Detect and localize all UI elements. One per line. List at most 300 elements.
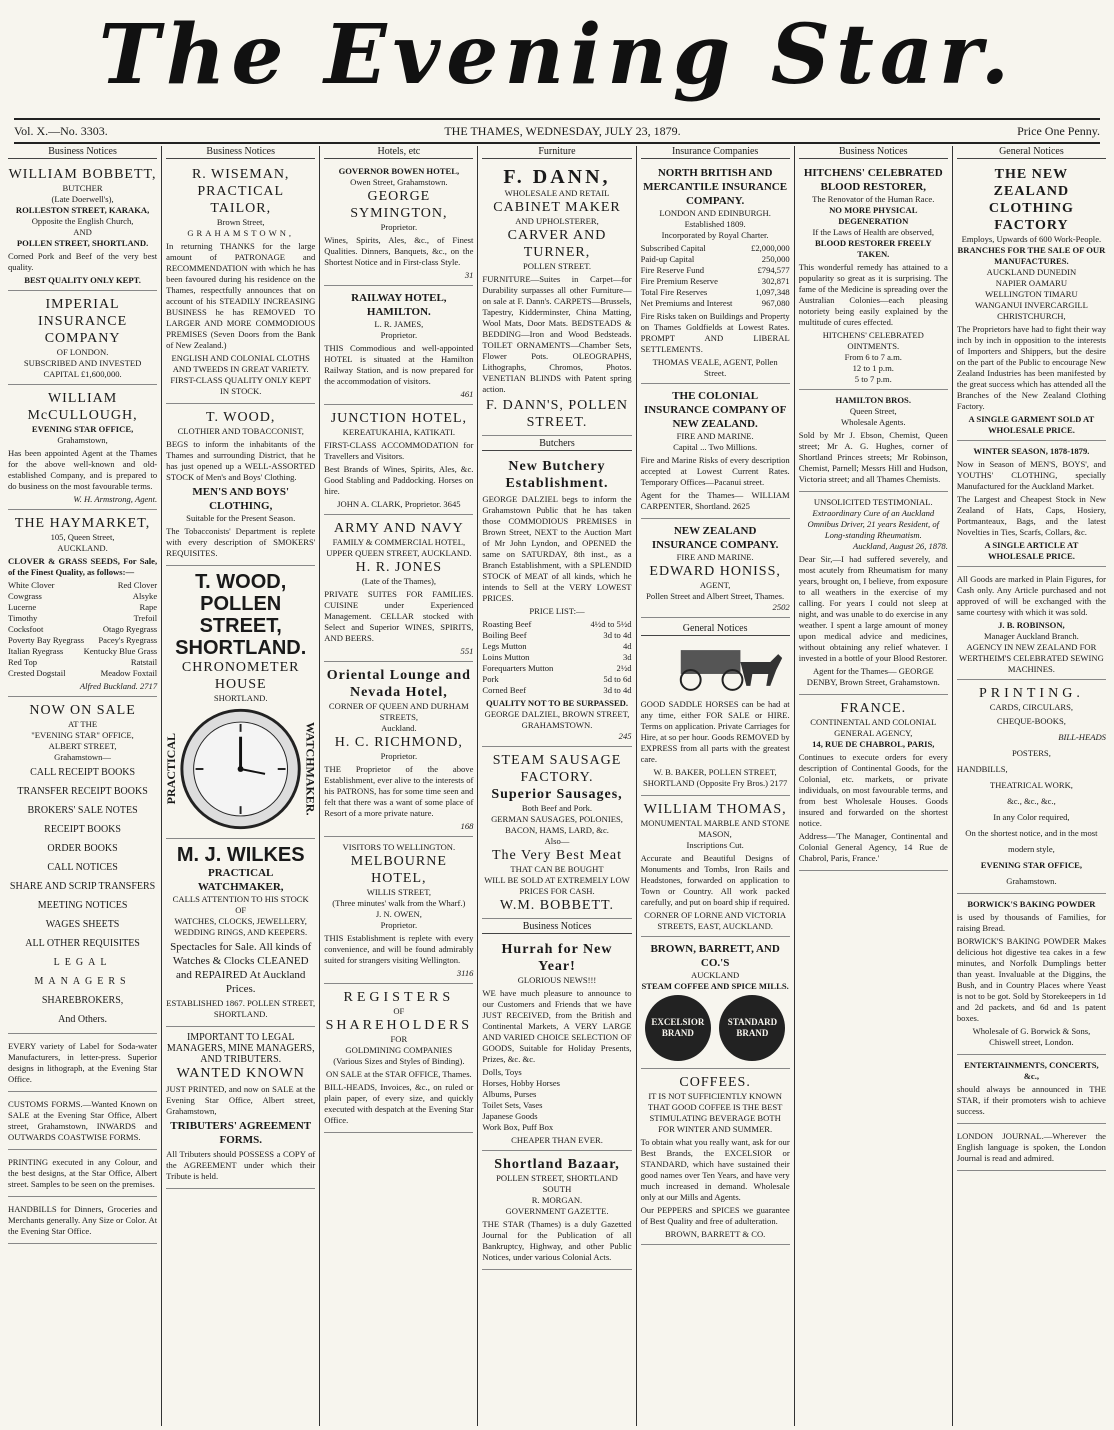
advert-entertainments	[957, 1057, 1106, 1124]
advert-line: (Late of the Thames),	[361, 576, 436, 586]
advert-line: ROLLESTON STREET, KARAKA,	[15, 205, 150, 215]
list-item: Roasting Beef 4½d to 5½d	[482, 619, 632, 629]
advert-line: Opposite the English Church,	[31, 216, 134, 226]
advert-title: T. WOOD,	[206, 410, 276, 425]
advert-footer: BILL-HEADS, Invoices, &c., on ruled or plain paper, of every size, and quickly executed with despatch at the Evening Star Office.	[324, 1082, 474, 1125]
advert-line: BRANCHES FOR THE SALE OF OUR MANUFACTURES.	[957, 245, 1106, 266]
emblem-label: PRACTICAL	[164, 733, 179, 805]
advert-title: THE HAYMARKET,	[14, 516, 151, 531]
advert-title: VISITORS TO WELLINGTON.	[342, 842, 456, 852]
list-item: Paid-up Capital 250,000	[640, 254, 790, 264]
advert-line: GRAHAMSTOWN,	[187, 228, 295, 238]
list-item: MEETING NOTICES	[37, 900, 128, 911]
advert-new-year	[482, 938, 631, 1151]
list-item: Fire Reserve Fund £794,577	[640, 265, 790, 275]
advert-hitchens	[799, 163, 948, 390]
advert-line: Grahamstown.	[1006, 876, 1057, 886]
column-heading: Business Notices	[799, 146, 948, 159]
advert-line: H. R. JONES	[355, 560, 443, 575]
advert-line: Brown Street,	[216, 217, 265, 227]
advert-subtitle: L. R. JAMES,	[374, 319, 424, 329]
advert-line: NAPIER OAMARU	[995, 278, 1068, 288]
advert-title: F. DANN,	[503, 166, 611, 188]
advert-footer: W. H. Armstrong, Agent.	[73, 494, 158, 504]
advert-line: GOLDMINING COMPANIES	[345, 1045, 453, 1055]
advert-body: ON SALE at the STAR OFFICE, Thames.	[325, 1069, 472, 1079]
advert-line: EDWARD HONISS,	[649, 564, 781, 579]
list-item: Lucerne Rape	[8, 602, 158, 612]
advert-line: MEN'S AND BOYS' CLOTHING,	[192, 486, 289, 512]
advert-haymarket	[8, 512, 157, 697]
advert-small	[8, 1094, 157, 1150]
advert-subtitle: should always be announced in THE STAR, if their promoters wish to achieve success.	[956, 1084, 1106, 1116]
advert-body: PRINTING executed in any Colour, and the best designs, at the Star Office, Albert street. Samples to be seen on the premises.	[8, 1157, 158, 1189]
advert-line: H. C. RICHMOND,	[334, 735, 463, 750]
advert-line: THEATRICAL WORK,	[989, 780, 1073, 790]
advert-title: PRINTING.	[978, 686, 1084, 701]
advert-footer: F. DANN'S, POLLEN STREET.	[485, 398, 629, 430]
list-item: ALL OTHER REQUISITES	[25, 938, 140, 949]
advert-body: Has been appointed Agent at the Thames for the above well-known and old-established Company, and is prepared to do business on the most favourable terms.	[8, 448, 158, 491]
advert-title: IMPERIAL INSURANCE COMPANY	[38, 297, 128, 346]
advert-line: Grahamstown,	[57, 435, 108, 445]
advert-footer: Wholesale of G. Borwick & Sons, Chiswell street, London.	[972, 1026, 1091, 1047]
advert-imperial	[8, 293, 157, 385]
advert-subtitle: PRACTICAL TAILOR,	[197, 184, 285, 216]
advert-subtitle: is used by thousands of Families, for raising Bread.	[956, 912, 1106, 933]
advert-nz-insurance	[641, 521, 790, 618]
advert-footer: 3116	[456, 968, 474, 978]
advert-body: This wonderful remedy has attained to a popularity so great as it is surprising. The fame of the Medicine is spreading over the Australian Colonies—each pleasing notoriety being easily explained by the multitude of cures effected.	[798, 262, 948, 327]
list-item: Net Premiums and Interest 967,080	[640, 298, 790, 308]
list-item: ORDER BOOKS	[47, 843, 118, 854]
list-item: Timothy Trefoil	[8, 613, 158, 623]
advert-line: CALLS ATTENTION TO HIS STOCK OF	[172, 894, 309, 915]
advert-address: GEORGE DALZIEL, BROWN STREET, GRAHAMSTOWN.	[484, 709, 630, 730]
advert-line: Established 1809.	[684, 219, 746, 229]
advert-line: Also—	[544, 836, 570, 846]
advert-line: The Very Best Meat	[491, 848, 623, 863]
advert-body: THIS Establishment is replete with every convenience, and will be found admirably suited for strangers visiting Wellington.	[324, 933, 474, 965]
advert-subtitle: POLLEN STREET, SHORTLAND SOUTH	[496, 1173, 618, 1194]
advert-line: Wholesale Agents.	[841, 417, 906, 427]
advert-subtitle: CORNER OF QUEEN AND DURHAM STREETS,	[328, 701, 469, 722]
advert-line: CHEQUE-BOOKS,	[996, 716, 1066, 726]
advert-footer: W. B. BAKER, POLLEN STREET, SHORTLAND (Opposite Fry Bros.) 2177	[642, 767, 788, 788]
advert-subtitle: WANTED KNOWN	[176, 1066, 305, 1081]
advert-body: Sold by Mr J. Ebson, Chemist, Queen street; Mr A. G. Hughes, corner of Shortland Princes streets; Mr Robinson, Chemist, Parnell; Messrs Hill and Hudson, Victoria street; and all Thames Chemists.	[798, 430, 948, 484]
advert-line: R. MORGAN.	[531, 1195, 583, 1205]
advert-line: Capital ... Two Millions.	[673, 442, 758, 452]
list-item: Work Box, Puff Box	[482, 1122, 554, 1132]
advert-subtitle: CLOTHIER AND TOBACCONIST,	[177, 426, 304, 436]
advert-subtitle: WHOLESALE AND RETAIL	[504, 188, 610, 198]
list-item: Crested Dogstail Meadow Foxtail	[8, 668, 158, 678]
advert-body: GOOD SADDLE HORSES can be had at any time, either FOR SALE or HIRE. Terms on application. Private Carriages for Hire, at so per hour. Goods REMOVED by EXPRESS from all parts with the greatest care.	[640, 699, 790, 764]
column-heading: Business Notices	[166, 146, 315, 159]
column-2	[162, 146, 320, 1426]
advert-subtitle: Superior Sausages,	[491, 787, 623, 802]
advert-body: THE Proprietor of the above Establishment, ever alive to the interests of his PATRONS, has for some time seen and felt that there was a want of some place of Resort of a more private nature.	[324, 764, 474, 818]
masthead	[0, 0, 1114, 118]
advert-footer: CORNER OF LORNE AND VICTORIA STREETS, EAST, AUCKLAND.	[644, 910, 787, 931]
list-item: Pork 5d to 6d	[482, 674, 632, 684]
advert-printing	[957, 682, 1106, 894]
list-item: Horses, Hobby Horses	[482, 1078, 560, 1088]
advert-subtitle: Owen Street, Grahamstown.	[350, 177, 448, 187]
advert-footer: 551	[460, 646, 474, 656]
advert-line: 14, RUE DE CHABROL, PARIS,	[812, 739, 935, 749]
advert-line: NO MORE PHYSICAL DEGENERATION	[829, 205, 918, 226]
advert-footer: A SINGLE GARMENT SOLD AT WHOLESALE PRICE.	[968, 414, 1095, 435]
advert-subtitle: 105, Queen Street,	[50, 532, 115, 542]
advert-subtitle: CARDS, CIRCULARS,	[989, 702, 1074, 712]
list-item: Boiling Beef 3d to 4d	[482, 630, 632, 640]
advert-footer: BEST QUALITY ONLY KEPT.	[24, 275, 141, 285]
advert-title: NORTH BRITISH AND MERCANTILE INSURANCE COMPANY.	[643, 167, 788, 207]
list-item: LEGAL MANAGERS	[34, 957, 131, 987]
advert-footer: ENGLISH AND COLONIAL CLOTHS AND TWEEDS IN GREAT VARIETY. FIRST-CLASS QUALITY ONLY KEPT IN STOCK.	[170, 353, 312, 396]
advert-body: The Proprietors have had to fight their way inch by inch in opposition to the interests of Importers and Shippers, but the desire on the part of the Public to encourage New Zealand Industries has been manifested by the great success which has attended all the Branches of the New Zealand Clothing Factory.	[956, 324, 1106, 411]
advert-footer: 31	[464, 270, 474, 280]
price-list	[482, 619, 631, 696]
dateline-bar	[14, 118, 1100, 144]
advert-line: Auckland.	[381, 723, 417, 733]
advert-borwick	[957, 896, 1106, 1055]
advert-line: CABINET MAKER	[493, 200, 621, 215]
advert-baker	[641, 620, 790, 796]
advert-line: Proprietor.	[380, 330, 418, 340]
advert-line: POLLEN STREET.	[522, 261, 592, 271]
column-heading: Insurance Companies	[641, 146, 790, 159]
list-item: Total Fire Reserves 1,097,348	[640, 287, 790, 297]
advert-title: R. WISEMAN,	[191, 167, 290, 182]
list-item: RECEIPT BOOKS	[44, 824, 121, 835]
newspaper-title: The Evening Star.	[98, 7, 1016, 103]
advert-line: Auckland, August 26, 1878.	[853, 541, 948, 551]
column-heading: Hotels, etc	[324, 146, 473, 159]
advert-body: THIS Commodious and well-appointed HOTEL is situated at the Hamilton Railway Station, and is now prepared for the accommodation of visitors.	[324, 343, 474, 386]
advert-title: UNSOLICITED TESTIMONIAL.	[813, 497, 933, 507]
column-heading: Business Notices	[482, 921, 631, 934]
advert-line: SUBSCRIBED AND INVESTED	[23, 358, 142, 368]
advert-line: Grahamstown—	[54, 752, 111, 762]
advert-number: 245	[618, 731, 632, 741]
advert-body: Dear Sir,—I had suffered severely, and most acutely from Rheumatism for many years, brought on, I believe, from exposure to all weathers in the exercise of my calling. For years I could not sleep at night, and was unable to do exercise in any weather. I spent a large amount of money upon medical advice and medicines, without obtaining any relief whatever. I invested in a bottle of your Blood Restorer.	[798, 554, 948, 663]
list-item: Dolls, Toys	[482, 1067, 522, 1077]
list-item: SHAREBROKERS,	[41, 995, 124, 1006]
advert-subtitle: FIRE AND MARINE.	[676, 552, 754, 562]
columns	[4, 146, 1110, 1426]
list-item: Albums, Purses	[482, 1089, 537, 1099]
advert-line: In any Color required,	[993, 812, 1070, 822]
list-item: SHARE AND SCRIP TRANSFERS	[9, 881, 156, 892]
advert-body: Spectacles for Sale. All kinds of Watches & Clocks CLEANED and REPAIRED At Auckland Prices.	[170, 941, 312, 995]
advert-footer: Agent for the Thames— GEORGE DENBY, Brown Street, Grahamstown.	[806, 666, 940, 687]
advert-subtitle: FIRE AND MARINE.	[676, 431, 754, 441]
advert-small	[8, 1199, 157, 1244]
advert-line: "EVENING STAR" OFFICE,	[31, 730, 134, 740]
advert-body: Accurate and Beautiful Designs of Monuments and Tombs, Iron Rails and Headstones, forwarded on application to Town or Country. All work packed carefully, and put on board ship if required.	[640, 853, 790, 907]
advert-footer: JOHN A. CLARK, Proprietor. 3645	[337, 499, 461, 509]
advert-footer: Our PEPPERS and SPICES we guarantee of Best Quality and free of adulteration.	[640, 1205, 790, 1226]
advert-footer: QUALITY NOT TO BE SURPASSED.	[485, 698, 629, 708]
emblem-label: WATCHMAKER.	[303, 722, 318, 816]
advert-title: STEAM SAUSAGE FACTORY.	[492, 753, 622, 785]
advert-title: NEW ZEALAND INSURANCE COMPANY.	[651, 525, 779, 551]
advert-line: Both Beef and Pork.	[521, 803, 593, 813]
advert-footer: CHEAPER THAN EVER.	[511, 1135, 603, 1145]
advert-line: IT IS NOT SUFFICIENTLY KNOWN THAT GOOD COFFEE IS THE BEST STIMULATING BEVERAGE BOTH FOR WINTER AND SUMMER.	[647, 1091, 783, 1134]
advert-title: FRANCE.	[840, 701, 907, 716]
list-item: Italian Ryegrass Kentucky Blue Grass	[8, 646, 158, 656]
advert-line: SHORTLAND.	[213, 693, 268, 703]
advert-line: Proprietor.	[380, 751, 418, 761]
advert-line: PRICES FOR CASH.	[519, 886, 595, 896]
advert-line: Pollen Street and Albert Street, Thames.	[646, 591, 785, 601]
list-item: Fire Premium Reserve 302,871	[640, 276, 790, 286]
advert-line: TRIBUTERS' AGREEMENT FORMS.	[170, 1120, 312, 1146]
list-item: Toilet Sets, Vases	[482, 1100, 543, 1110]
advert-line: Incorporated by Royal Charter.	[661, 230, 769, 240]
advert-line: SHAREHOLDERS	[325, 1018, 473, 1033]
advert-footer: W.M. BOBBETT.	[499, 898, 615, 913]
advert-mccullough	[8, 387, 157, 510]
list-item: White Clover Red Clover	[8, 580, 158, 590]
advert-footer: All Tributers should POSSESS a COPY of the AGREEMENT under which their Tribute is held.	[166, 1149, 316, 1181]
advert-subtitle: EVENING STAR OFFICE,	[31, 424, 134, 434]
advert-line: WILLIS STREET,	[366, 887, 431, 897]
advert-line: CHRISTCHURCH,	[997, 311, 1066, 321]
advert-coffees	[641, 1071, 790, 1245]
advert-subtitle: The Renovator of the Human Race.	[812, 194, 935, 204]
advert-subtitle: AT THE	[68, 719, 98, 729]
advert-hamilton-bros	[799, 392, 948, 492]
advert-line: AND UPHOLSTERER,	[515, 216, 599, 226]
advert-line: Suitable for the Present Season.	[186, 513, 296, 523]
advert-body: FURNITURE—Suites in Carpet—for Durability surpasses all other Furniture—on sale at F. Dann's. CARPETS—Brussels, Tapestry, Kidderminster, China Matting, Wool Mats, Door Mats. BEDSTEADS & BEDDING—Iron and Wood Bedsteads. TOILET ORNAMENTS—Chamber Sets, Flower Pots. OLEOGRAPHS, Lithographs, Chromos, Photos. VENETIAN BLINDS with Patent spring action.	[482, 274, 632, 394]
advert-line: BILL-HEADS	[1058, 732, 1106, 742]
column-5	[637, 146, 795, 1426]
advert-body: In returning THANKS for the large amount of PATRONAGE and RECOMMENDATION with which he has been favoured during his residence on the Thames, respectfully announces that on account of his STEADILY INCREASING BUSINESS he has REMOVED TO LARGER AND MORE COMMODIOUS PREMISES (Seven Doors from the Bank of New Zealand.)	[166, 241, 316, 350]
advert-title: J. B. ROBINSON,	[998, 620, 1065, 630]
advert-line: WANGANUI INVERCARGILL	[974, 300, 1088, 310]
advert-line: GEORGE SYMINGTON,	[350, 189, 448, 221]
advert-line: STEAM COFFEE AND SPICE MILLS.	[641, 981, 789, 991]
list-item: Poverty Bay Ryegrass Pacey's Ryegrass	[8, 635, 158, 645]
advert-line: &c., &c., &c.,	[1007, 796, 1056, 806]
advert-footer: The Tobacconists' Department is replete with every description of SMOKERS' REQUISITES.	[166, 526, 316, 558]
advert-line: WILL BE SOLD AT EXTREMELY LOW	[484, 875, 630, 885]
advert-dann	[482, 163, 631, 436]
advert-title: ENTERTAINMENTS, CONCERTS, &c.,	[964, 1060, 1099, 1081]
advert-subtitle: KEREATUKAHIA, KATIKATI.	[342, 427, 456, 437]
advert-body: Fire Risks taken on Buildings and Property on Thames Goldfields at Lowest Rates. PROMPT AND LIBERAL SETTLEMENTS.	[640, 311, 790, 354]
column-4	[478, 146, 636, 1426]
advert-title: BROWN, BARRETT, AND CO.'S	[650, 943, 780, 969]
advert-line: Proprietor.	[380, 920, 418, 930]
excelsior-brand-stamp: EXCELSIOR BRAND	[645, 995, 711, 1061]
list-item: CALL NOTICES	[47, 862, 118, 873]
advert-line: BACON, HAMS, LARD, &c.	[505, 825, 609, 835]
advert-subtitle: AUCKLAND	[691, 970, 740, 980]
advert-title: JUNCTION HOTEL,	[330, 411, 468, 426]
advert-line: AUCKLAND.	[57, 543, 108, 553]
list-item: CALL RECEIPT BOOKS	[30, 767, 136, 778]
advert-body: WE have much pleasure to announce to our Customers and Friends that we have JUST RECEIVED, from the British and Continental Markets, A VERY LARGE AND VARIED CHOICE SELECTION OF GOODS, Suitable for Holiday Presents, Prizes, &c. &c.	[482, 988, 632, 1064]
advert-body: All Goods are marked in Plain Figures, for Cash only. Any Article purchased and not approved of will be exchanged with the same courtesy with which it was sold.	[956, 574, 1106, 617]
standard-brand-stamp: STANDARD BRAND	[719, 995, 785, 1061]
advert-dalziel	[482, 455, 631, 747]
advert-small	[8, 1152, 157, 1197]
price-list-heading: PRICE LIST:—	[529, 606, 585, 616]
column-6	[795, 146, 953, 1426]
column-heading: Butchers	[482, 438, 631, 451]
advert-subtitle: LONDON AND EDINBURGH.	[659, 208, 771, 218]
hours-line: From 6 to 7 a.m.	[844, 352, 902, 362]
advert-junction-hotel	[324, 407, 473, 515]
advert-tributers	[166, 1029, 315, 1189]
advert-line: CAPITAL £1,600,000.	[43, 369, 122, 379]
advert-title: THE NEW ZEALAND CLOTHING FACTORY	[988, 167, 1074, 233]
advert-line: THAT CAN BE BOUGHT	[510, 864, 604, 874]
list-item: BROKERS' SALE NOTES	[27, 805, 138, 816]
advert-body: To obtain what you really want, ask for our Best Brands, the EXCELSIOR or STANDARD, which have sustained their good names over Ten Years, and have very much increased in demand. Wholesale only at our Mills and Agents.	[640, 1137, 790, 1202]
price: Price One Penny.	[1017, 123, 1100, 138]
advert-subtitle: Extraordinary Cure of an Auckland Omnibus Driver, 21 years Resident, of Long-standing Rheumatism.	[807, 508, 940, 540]
advert-body: GEORGE DALZIEL begs to inform the Grahamstown Public that he has taken those COMMODIOUS PREMISES in Brown Street, NEXT to the Auction Mart of Mr John Lyndon, and OPENED the same on SATURDAY, 8th inst., as a Branch Establishment, with a SPLENDID STOCK of MEAT of all kinds, which he intends to Sell at the VERY LOWEST PRICES.	[482, 494, 632, 603]
advert-title: New Butchery Establishment.	[505, 459, 609, 491]
advert-line: UPPER QUEEN STREET, AUCKLAND.	[326, 548, 472, 558]
advert-line: AND	[73, 227, 92, 237]
advert-title: COFFEES.	[679, 1075, 751, 1090]
advert-line: (Late Doerwell's),	[51, 194, 114, 204]
advert-subtitle: Manager Auckland Branch.	[984, 631, 1079, 641]
advert-footer: 461	[460, 389, 474, 399]
advert-body: HANDBILLS for Dinners, Groceries and Merchants generally. Any Size or Color. At the Evening Star Office.	[8, 1204, 158, 1236]
advert-wood-sign	[164, 568, 318, 839]
list-item: Cocksfoot Otago Ryegrass	[8, 624, 158, 634]
advert-body: Best Brands of Wines, Spirits, Ales, &c. Good Stabling and Paddocking. Horses on hire.	[324, 464, 474, 496]
advert-oriental-lounge	[324, 664, 473, 837]
advert-footer: Agent for the Thames— WILLIAM CARPENTER, Shortland. 2625	[640, 490, 790, 511]
list-item: Legs Mutton 4d	[482, 641, 632, 651]
advert-body: Fire and Marine Risks of every description accepted at Lowest Current Rates. Temporary Offices—Pacanui street.	[640, 455, 790, 487]
advert-body: CLOVER & GRASS SEEDS, For Sale, of the Finest Quality, as follows:—	[8, 556, 158, 577]
advert-footer: 2502	[772, 602, 790, 612]
advert-body: EVERY variety of Label for Soda-water Manufacturers, in letter-press. Superior designs in lithograph, at the Evening Star Office.	[8, 1041, 158, 1084]
advert-line: modern style,	[1008, 844, 1055, 854]
list-item: Corned Beef 3d to 4d	[482, 685, 632, 695]
advert-wilkes	[166, 841, 315, 1027]
advert-title: M. J. WILKES	[176, 844, 305, 866]
rates-list	[641, 243, 790, 309]
advert-line: WELLINGTON TIMARU	[985, 289, 1078, 299]
advert-subtitle: BUTCHER	[62, 183, 103, 193]
volume-number: Vol. X.—No. 3303.	[14, 123, 108, 138]
list-item: TRANSFER RECEIPT BOOKS	[17, 786, 148, 797]
advert-title: HITCHENS' CELEBRATED BLOOD RESTORER,	[803, 167, 943, 193]
advert-title: REGISTERS	[343, 990, 455, 1005]
advert-line: FOR	[390, 1034, 408, 1044]
advert-william-thomas	[641, 798, 790, 937]
advert-subtitle: OF LONDON.	[56, 347, 109, 357]
list-item: Subscribed Capital £2,000,000	[640, 243, 790, 253]
advert-title: RAILWAY HOTEL, HAMILTON.	[351, 292, 447, 318]
advert-title: THE COLONIAL INSURANCE COMPANY OF NEW ZEALAND.	[643, 390, 787, 430]
hours-line: 5 to 7 p.m.	[854, 374, 892, 384]
hours-line: 12 to 1 p.m.	[852, 363, 894, 373]
advert-body: BEGS to inform the inhabitants of the Thames and surrounding District, that he has just opened up a WELL-ASSORTED STOCK of Men's and Boys' Clothing.	[166, 439, 316, 482]
advert-line: HANDBILLS,	[956, 764, 1008, 774]
column-3	[320, 146, 478, 1426]
advert-line: (Three minutes' walk from the Wharf.)	[332, 898, 466, 908]
advert-title: ARMY AND NAVY	[334, 521, 464, 536]
column-1	[4, 146, 162, 1426]
list-item: WAGES SHEETS	[45, 919, 120, 930]
advert-bobbett	[8, 163, 157, 291]
advert-testimonial	[799, 494, 948, 695]
advert-railway-hotel	[324, 288, 473, 405]
advert-line: On the shortest notice, and in the most	[965, 828, 1098, 838]
advert-line: AUCKLAND DUNEDIN	[986, 267, 1077, 277]
advert-line: FIRST-CLASS ACCOMMODATION for Travellers and Visitors.	[324, 440, 474, 461]
advert-winter-season	[957, 443, 1106, 567]
advert-subtitle: PRACTICAL WATCHMAKER,	[197, 867, 284, 893]
advert-line: CARVER AND TURNER,	[507, 228, 607, 260]
advert-shortland-bazaar	[482, 1153, 631, 1270]
column-7	[953, 146, 1110, 1426]
advert-clothing-factory	[957, 163, 1106, 441]
advert-line: If the Laws of Health are observed,	[812, 227, 934, 237]
advert-line: EVENING STAR OFFICE,	[980, 860, 1083, 870]
advert-subtitle: FAMILY & COMMERCIAL HOTEL,	[332, 537, 466, 547]
list-item: Loins Mutton 3d	[482, 652, 632, 662]
goods-list	[482, 1067, 631, 1133]
advert-line: Proprietor.	[380, 222, 418, 232]
advert-title: WILLIAM BOBBETT,	[8, 167, 157, 182]
advert-subtitle: Queen Street,	[849, 406, 897, 416]
advert-body: BORWICK'S BAKING POWDER Makes delicious hot digestive tea cakes in a few minutes, and Norfolk Dumplings better than yeast. Invaluable at the Diggins, the Bush, and in Country Places where Yeast is not to be got. Sold by Storekeepers in 1d and 2d packets, and 6d and 1s patent boxes.	[956, 936, 1106, 1023]
advert-line: Inscriptions Cut.	[686, 840, 744, 850]
advert-melbourne-hotel	[324, 839, 473, 984]
advert-title: WILLIAM THOMAS,	[643, 802, 787, 817]
advert-title: WILLIAM McCULLOUGH,	[27, 391, 138, 423]
advert-registers	[324, 986, 473, 1133]
list-item: Forequarters Mutton 2½d	[482, 663, 632, 673]
advert-colonial-insurance	[641, 386, 790, 519]
advert-line: J. N. OWEN,	[375, 909, 422, 919]
advert-north-british	[641, 163, 790, 384]
advert-body: CUSTOMS FORMS.—Wanted Known on SALE at the Evening Star Office, Albert street, Grahamstown, INWARDS and OUTWARDS COASTWISE FORMS.	[8, 1099, 158, 1142]
advert-title: Oriental Lounge and Nevada Hotel,	[326, 668, 471, 700]
advert-army-navy	[324, 517, 473, 662]
advert-body: Wines, Spirits, Ales, &c., of Finest Qualities. Dinners, Banquets, &c., on the Shortest Notice and in First-class Style.	[324, 235, 474, 267]
advert-title: Shortland Bazaar,	[494, 1157, 620, 1172]
list-item: Japanese Goods	[482, 1111, 538, 1121]
advert-title: T. WOOD, POLLEN STREET, SHORTLAND.	[175, 571, 307, 659]
advert-signature: BROWN, BARRETT & CO.	[664, 1229, 766, 1239]
advert-wood	[166, 406, 315, 566]
advert-title: HAMILTON BROS.	[835, 395, 911, 405]
advert-title: IMPORTANT TO LEGAL MANAGERS, MINE MANAGERS, AND TRIBUTERS.	[166, 1032, 315, 1065]
advert-footer: Address—'The Manager, Continental and Colonial General Agency, 14 Rue de Chabrol, Paris, France.'	[798, 831, 948, 863]
column-heading: General Notices	[957, 146, 1106, 159]
advert-title: LONDON JOURNAL.—Wherever the English language is spoken, the London Journal is read and admired.	[956, 1131, 1106, 1163]
column-heading: Business Notices	[8, 146, 157, 159]
seed-list	[8, 580, 157, 679]
advert-title: GOVERNOR BOWEN HOTEL,	[338, 166, 460, 176]
